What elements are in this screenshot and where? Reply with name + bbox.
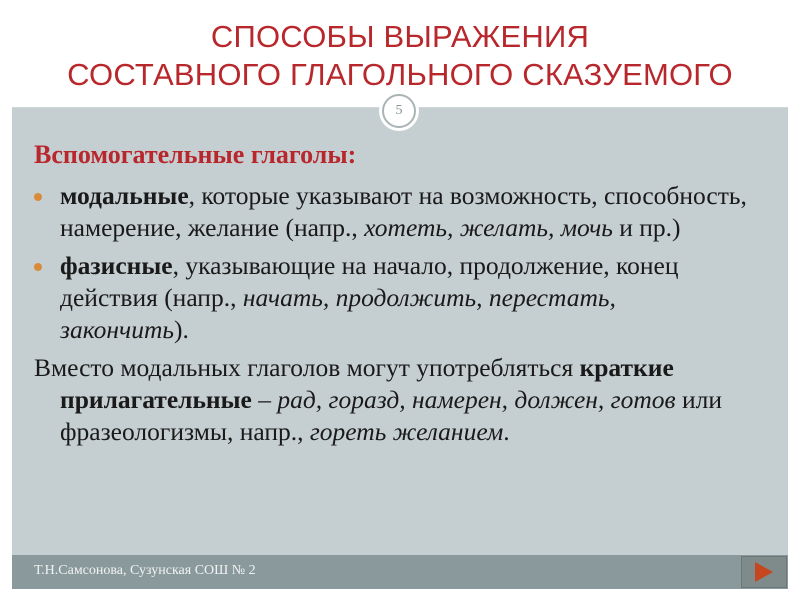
title-area [12,0,788,108]
section-heading: Вспомогательные глаголы: [34,140,357,169]
bullet-dot-icon [34,193,42,201]
slide-title-line-1: СПОСОБЫ ВЫРАЖЕНИЯ [210,18,590,54]
play-arrow-icon [755,562,773,582]
example-2: гореть желанием [309,417,504,446]
bullet-text-end: и пр.) [612,213,681,242]
paragraph-text-2: или фразеологизмы, напр., [60,385,723,446]
paragraph [34,352,750,448]
examples: начать, продолжить, перестать, закончить [60,283,616,344]
examples: хотеть, желать, мочь [364,213,613,242]
bullet-text: , указывающие на начало, продолжение, конец действия (напр., [60,251,679,312]
bullet-dot-icon [34,263,42,271]
footer-credit: Т.Н.Самсонова, Сузунская СОШ № 2 [34,563,256,578]
paragraph-text: Вместо модальных глаголов могут употребляться [34,353,580,382]
list-item [34,180,750,244]
slide-title-line-2: СОСТАВНОГО ГЛАГОЛЬНОГО СКАЗУЕМОГО [67,56,733,92]
bold-term: модальные [60,181,189,210]
next-slide-button[interactable] [741,556,787,588]
bold-term: краткие прилагательные [60,353,674,414]
dash: – [251,385,278,414]
bullet-text-end: ). [174,315,189,344]
list-item [34,250,750,346]
slide-body [34,138,750,448]
bold-term: фазисные [60,251,173,280]
paragraph-end: . [503,417,510,446]
page-number: 5 [382,94,416,128]
examples: рад, горазд, намерен, должен, готов [277,385,676,414]
bullet-text: , которые указывают на возможность, способность, намерение, желание (напр., [60,181,747,242]
